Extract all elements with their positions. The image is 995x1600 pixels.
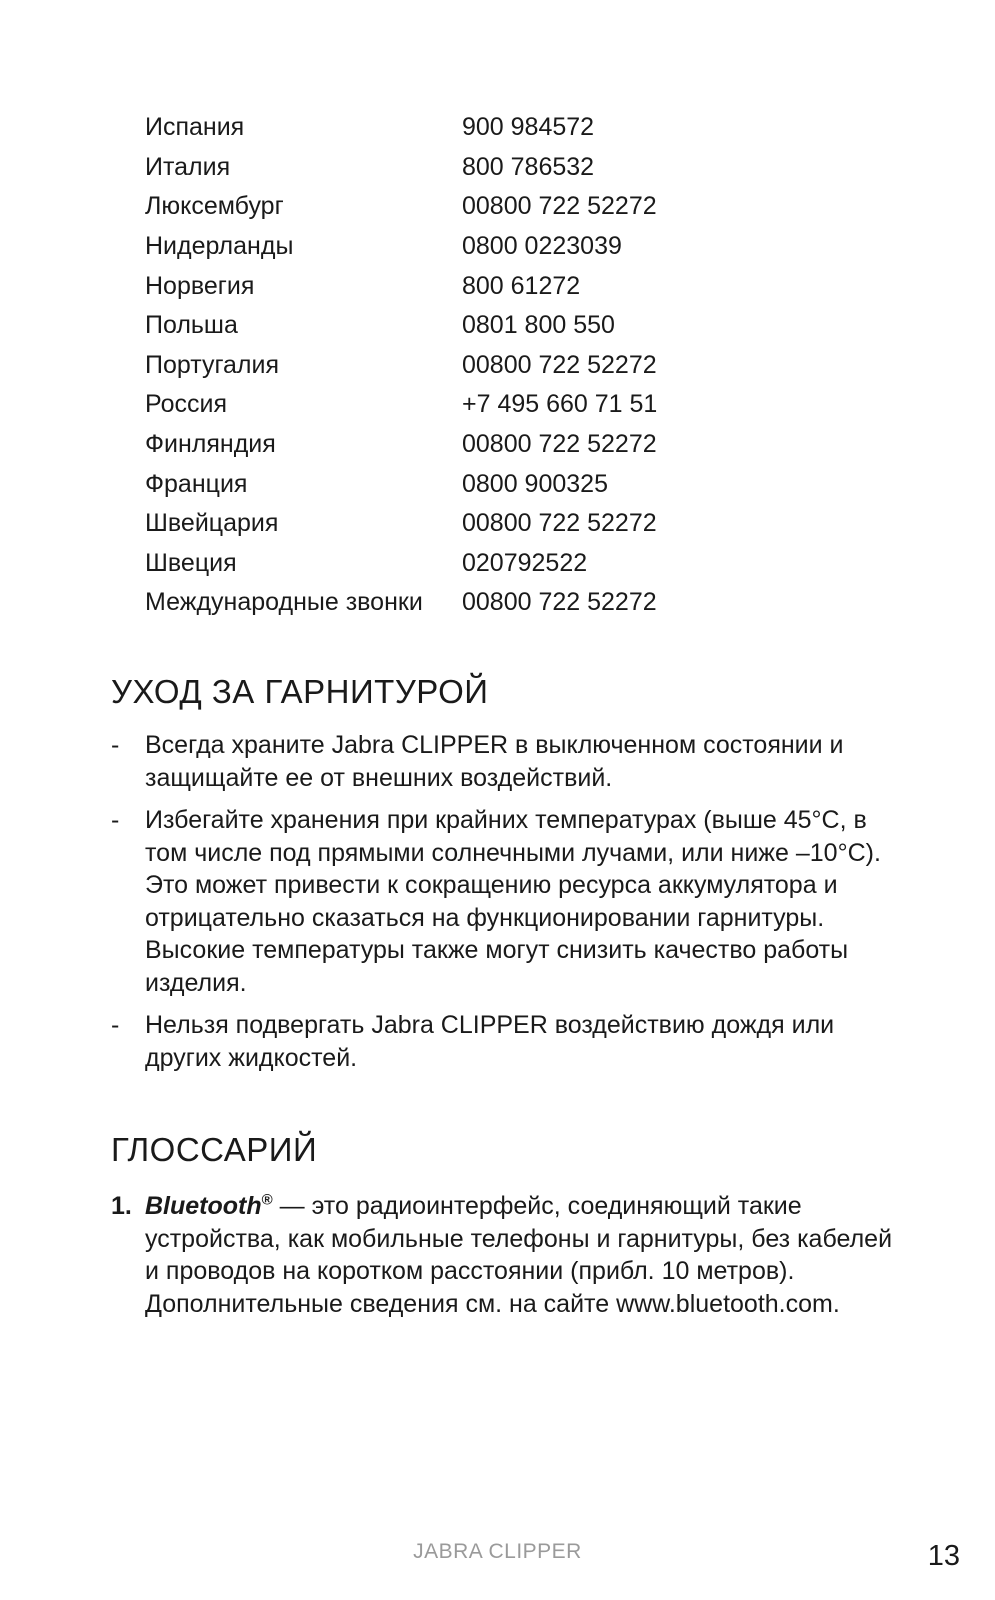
country-name: Италия — [145, 152, 231, 181]
registered-mark: ® — [261, 1191, 273, 1209]
contact-row — [145, 385, 905, 425]
list-item — [111, 729, 911, 794]
glossary-item-text — [145, 1190, 911, 1320]
country-name: Финляндия — [145, 430, 276, 459]
country-name: Норвегия — [145, 271, 255, 300]
country-name: Нидерланды — [145, 232, 294, 261]
country-name: Польша — [145, 311, 238, 340]
contact-row — [145, 504, 905, 544]
glossary-list — [111, 1190, 911, 1320]
contact-row — [145, 346, 905, 386]
glossary-item-number: 1. — [111, 1192, 132, 1220]
country-name: Россия — [145, 390, 227, 419]
phone-number: 800 61272 — [462, 271, 581, 300]
phone-number: +7 495 660 71 51 — [462, 390, 658, 419]
country-name: Люксембург — [145, 192, 284, 221]
phone-number: 800 786532 — [462, 152, 595, 181]
glossary-definition: — это радиоинтерфейс, соединяющий такие устройства, как мобильные телефоны и гарнитуры, без кабелей и проводов на коротком расстоянии (прибл. 10 метров). Дополнительные сведения см. на сайте www.bluetooth.com. — [145, 1192, 893, 1318]
contact-row — [145, 583, 905, 623]
glossary-item — [111, 1190, 911, 1320]
phone-number: 00800 722 52272 — [462, 192, 657, 221]
contact-table — [145, 108, 905, 623]
phone-number: 00800 722 52272 — [462, 588, 657, 617]
contact-row — [145, 306, 905, 346]
phone-number: 900 984572 — [462, 113, 595, 142]
care-list — [111, 729, 911, 1084]
care-section-heading: УХОД ЗА ГАРНИТУРОЙ — [111, 673, 489, 710]
phone-number: 00800 722 52272 — [462, 350, 657, 379]
phone-number: 020792522 — [462, 548, 588, 577]
contact-row — [145, 108, 905, 148]
phone-number: 00800 722 52272 — [462, 430, 657, 459]
footer-brand: JABRA CLIPPER — [413, 1540, 582, 1563]
contact-row — [145, 425, 905, 465]
list-bullet: - — [111, 1011, 120, 1039]
list-item — [111, 1009, 911, 1074]
phone-number: 00800 722 52272 — [462, 509, 657, 538]
country-name: Швейцария — [145, 509, 279, 538]
list-bullet: - — [111, 731, 120, 759]
contact-row — [145, 148, 905, 188]
country-name: Международные звонки — [145, 588, 423, 617]
country-name: Франция — [145, 469, 248, 498]
country-name: Португалия — [145, 350, 280, 379]
contact-row — [145, 464, 905, 504]
phone-number: 0801 800 550 — [462, 311, 615, 340]
phone-number: 0800 0223039 — [462, 232, 622, 261]
contact-row — [145, 227, 905, 267]
contact-row — [145, 266, 905, 306]
care-item-text: Избегайте хранения при крайних температурах (выше 45°C, в том числе под прямыми солнечными лучами, или ниже –10°C). Это может привести к сокращению ресурса аккумулятора и отрицательно сказаться на функционировании гарнитуры. Высокие температуры также могут снизить качество работы изделия. — [145, 806, 881, 997]
contact-row — [145, 544, 905, 584]
page-number: 13 — [927, 1540, 960, 1572]
contact-row — [145, 187, 905, 227]
list-item — [111, 804, 911, 999]
glossary-term: Bluetooth — [145, 1192, 262, 1220]
care-item-text: Всегда храните Jabra CLIPPER в выключенном состоянии и защищайте ее от внешних воздействий. — [145, 731, 844, 792]
country-name: Швеция — [145, 548, 237, 577]
glossary-section-heading: ГЛОССАРИЙ — [111, 1131, 318, 1168]
care-item-text: Нельзя подвергать Jabra CLIPPER воздействию дождя или других жидкостей. — [145, 1011, 835, 1072]
phone-number: 0800 900325 — [462, 469, 608, 498]
list-bullet: - — [111, 806, 120, 834]
country-name: Испания — [145, 113, 245, 142]
